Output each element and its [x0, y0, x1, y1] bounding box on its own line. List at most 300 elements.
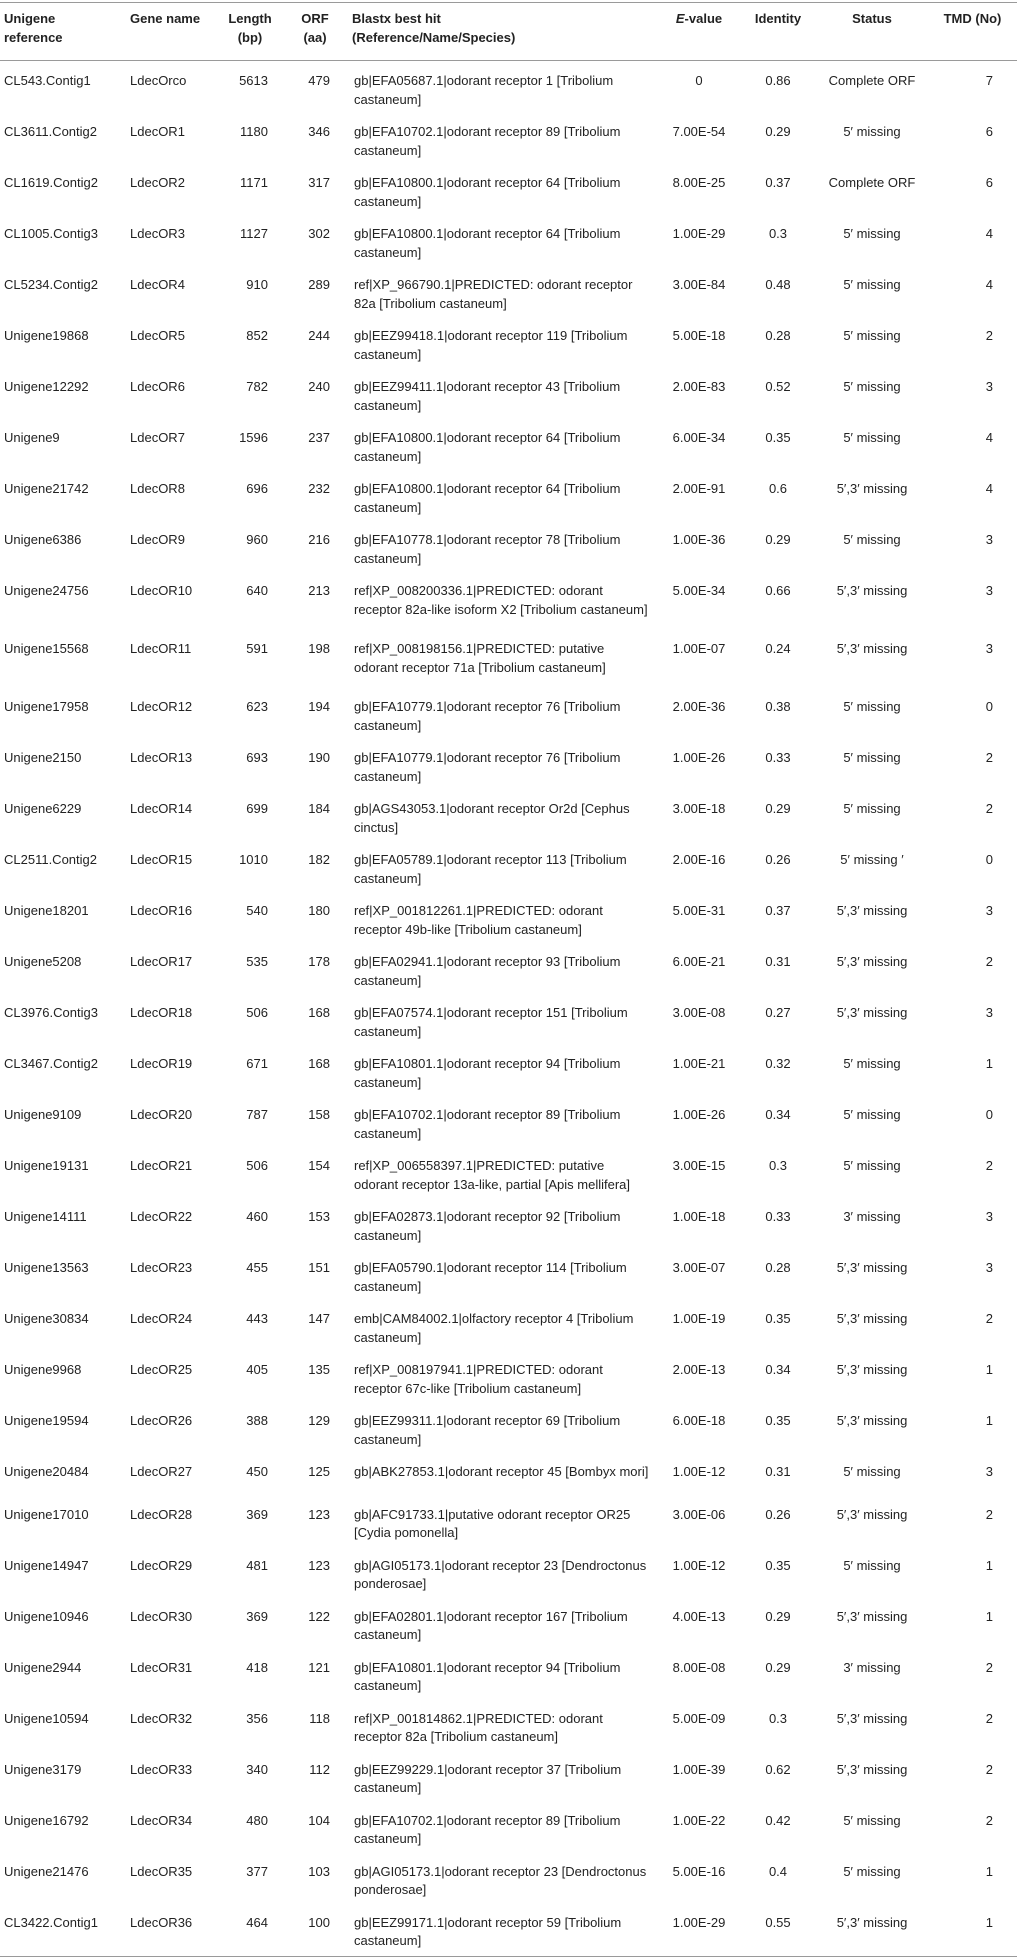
cell-length: 1010: [239, 852, 268, 867]
header-hit-line2: (Reference/Name/Species): [352, 29, 516, 45]
cell-length: 623: [246, 699, 268, 714]
cell-status: 3′ missing: [843, 1659, 901, 1675]
cell-status: 5′ missing: [843, 1863, 901, 1879]
cell-evalue: 2.00E-36: [672, 699, 726, 714]
cell-status: 5′ missing: [843, 1107, 901, 1122]
cell-gene-name: LdecOR20: [130, 1107, 193, 1122]
cell-status: 5′ missing: [843, 699, 901, 714]
cell-blastx-hit: gb|ABK27853.1|odorant receptor 45 [Bombyx mori]: [354, 1464, 649, 1479]
cell-status: Complete ORF: [828, 73, 916, 88]
header-status-text: Status: [852, 11, 892, 26]
cell-identity: 0.28: [765, 328, 791, 343]
cell-blastx-hit: gb|EFA05687.1|odorant receptor 1 [Tribolium castaneum]: [354, 73, 614, 107]
table-row: [0, 1454, 1017, 1497]
cell-unigene-reference: Unigene19594: [4, 1413, 89, 1428]
cell-length: 506: [246, 1005, 268, 1020]
header-length: [218, 3, 282, 61]
table-row: [0, 1199, 1017, 1250]
cell-blastx-hit: gb|EFA10702.1|odorant receptor 89 [Tribolium castaneum]: [354, 124, 621, 158]
cell-tmd: 3: [985, 1005, 993, 1020]
cell-tmd: 0: [985, 852, 993, 867]
cell-identity: 0.48: [765, 277, 791, 292]
cell-orf: 190: [308, 750, 330, 765]
cell-unigene-reference: Unigene15568: [4, 641, 89, 656]
cell-gene-name: LdecOR22: [130, 1209, 193, 1224]
cell-length: 450: [246, 1464, 268, 1479]
cell-evalue: 7.00E-54: [672, 124, 726, 139]
cell-evalue: 3.00E-15: [672, 1158, 726, 1173]
cell-length: 5613: [239, 73, 268, 88]
table-row: [0, 61, 1017, 115]
cell-evalue: 1.00E-18: [672, 1209, 726, 1224]
cell-orf: 244: [308, 328, 330, 343]
cell-status: 5′ missing: [843, 277, 901, 292]
cell-unigene-reference: Unigene9968: [4, 1362, 82, 1377]
table-row: [0, 689, 1017, 740]
cell-gene-name: LdecOR13: [130, 750, 193, 765]
cell-orf: 123: [308, 1506, 330, 1522]
cell-length: 591: [246, 641, 268, 656]
table-row: [0, 1301, 1017, 1352]
header-evalue-italic: E: [675, 11, 685, 26]
cell-identity: 0.27: [765, 1005, 791, 1020]
cell-identity: 0.33: [765, 750, 791, 765]
cell-unigene-reference: CL543.Contig1: [4, 73, 91, 88]
cell-blastx-hit: gb|EFA10779.1|odorant receptor 76 [Tribolium castaneum]: [354, 750, 621, 784]
cell-gene-name: LdecOR4: [130, 277, 185, 292]
cell-orf: 302: [308, 226, 330, 241]
cell-length: 369: [246, 1506, 268, 1522]
cell-unigene-reference: Unigene21476: [4, 1863, 89, 1879]
cell-length: 640: [246, 583, 268, 598]
table-row: [0, 420, 1017, 471]
header-evalue: [658, 3, 740, 61]
cell-tmd: 2: [985, 328, 993, 343]
cell-blastx-hit: gb|EFA10800.1|odorant receptor 64 [Tribolium castaneum]: [354, 226, 621, 260]
cell-gene-name: LdecOR18: [130, 1005, 193, 1020]
cell-orf: 213: [308, 583, 330, 598]
cell-tmd: 1: [985, 1362, 993, 1377]
cell-unigene-reference: CL3611.Contig2: [4, 124, 97, 139]
cell-evalue: 0: [695, 73, 703, 88]
cell-evalue: 5.00E-34: [672, 583, 726, 598]
cell-orf: 237: [308, 430, 330, 445]
cell-unigene-reference: Unigene2150: [4, 750, 82, 765]
table-row: [0, 1497, 1017, 1548]
cell-orf: 289: [308, 277, 330, 292]
cell-blastx-hit: gb|EFA10800.1|odorant receptor 64 [Tribolium castaneum]: [354, 481, 621, 515]
cell-gene-name: LdecOR10: [130, 583, 193, 598]
cell-evalue: 1.00E-12: [672, 1557, 726, 1573]
table-row: [0, 1752, 1017, 1803]
cell-blastx-hit: gb|EFA02801.1|odorant receptor 167 [Tribolium castaneum]: [354, 1608, 628, 1642]
cell-gene-name: LdecOR11: [130, 641, 192, 656]
cell-tmd: 3: [985, 1464, 993, 1479]
cell-gene-name: LdecOR17: [130, 954, 193, 969]
table-row: [0, 740, 1017, 791]
cell-gene-name: LdecOR27: [130, 1464, 193, 1479]
cell-blastx-hit: gb|EFA10702.1|odorant receptor 89 [Tribolium castaneum]: [354, 1812, 621, 1846]
cell-gene-name: LdecOR8: [130, 481, 185, 496]
cell-evalue: 8.00E-25: [672, 175, 726, 190]
cell-length: 481: [246, 1557, 268, 1573]
cell-gene-name: LdecOR19: [130, 1056, 193, 1071]
cell-unigene-reference: Unigene19868: [4, 328, 89, 343]
cell-length: 910: [246, 277, 268, 292]
cell-evalue: 1.00E-36: [672, 532, 726, 547]
cell-gene-name: LdecOR7: [130, 430, 185, 445]
cell-status: 5′ missing: [843, 124, 901, 139]
cell-gene-name: LdecOR35: [130, 1863, 193, 1879]
cell-unigene-reference: Unigene10946: [4, 1608, 89, 1624]
cell-blastx-hit: gb|EEZ99311.1|odorant receptor 69 [Tribolium castaneum]: [354, 1413, 621, 1447]
cell-evalue: 2.00E-91: [672, 481, 726, 496]
header-tmd: [928, 3, 1017, 61]
cell-blastx-hit: ref|XP_001814862.1|PREDICTED: odorant receptor 82a [Tribolium castaneum]: [354, 1710, 603, 1744]
cell-gene-name: LdecOR14: [130, 801, 193, 816]
table-row: [0, 1046, 1017, 1097]
cell-unigene-reference: Unigene20484: [4, 1464, 89, 1479]
cell-length: 693: [246, 750, 268, 765]
table-row: [0, 1403, 1017, 1454]
header-unigene-reference: [0, 3, 126, 61]
cell-blastx-hit: ref|XP_008200336.1|PREDICTED: odorant receptor 82a-like isoform X2 [Tribolium castaneum]: [354, 583, 648, 617]
cell-blastx-hit: ref|XP_008197941.1|PREDICTED: odorant receptor 67c-like [Tribolium castaneum]: [354, 1362, 603, 1396]
cell-status: 5′ missing: [843, 532, 901, 547]
cell-identity: 0.42: [765, 1812, 791, 1828]
table-row: [0, 1250, 1017, 1301]
cell-evalue: 8.00E-08: [672, 1659, 726, 1675]
cell-length: 464: [246, 1914, 268, 1930]
cell-length: 1180: [240, 124, 268, 139]
table-row: [0, 842, 1017, 893]
cell-status: 5′ missing: [843, 226, 901, 241]
cell-identity: 0.29: [765, 1659, 791, 1675]
cell-tmd: 1: [985, 1557, 993, 1573]
cell-orf: 154: [308, 1158, 330, 1173]
table-header: [0, 3, 1017, 61]
cell-status: 5′ missing ′: [840, 852, 904, 867]
cell-evalue: 2.00E-83: [672, 379, 726, 394]
cell-identity: 0.31: [765, 954, 791, 969]
header-blastx-best-hit: [348, 3, 658, 61]
cell-identity: 0.6: [768, 481, 788, 496]
cell-unigene-reference: CL5234.Contig2: [4, 277, 98, 292]
cell-orf: 151: [308, 1260, 330, 1275]
cell-status: 5′,3′ missing: [836, 1710, 908, 1726]
cell-length: 480: [246, 1812, 268, 1828]
cell-length: 1127: [240, 226, 268, 241]
cell-unigene-reference: Unigene6386: [4, 532, 82, 547]
cell-evalue: 1.00E-26: [672, 750, 726, 765]
cell-length: 960: [246, 532, 268, 547]
header-hit-line1: Blastx best hit: [352, 11, 441, 26]
cell-evalue: 1.00E-07: [672, 641, 726, 656]
cell-blastx-hit: gb|EEZ99418.1|odorant receptor 119 [Tribolium castaneum]: [354, 328, 628, 362]
cell-tmd: 2: [985, 750, 993, 765]
table-row: [0, 791, 1017, 842]
cell-gene-name: LdecOR25: [130, 1362, 193, 1377]
cell-orf: 123: [308, 1557, 330, 1573]
cell-identity: 0.24: [765, 641, 791, 656]
table-row: [0, 369, 1017, 420]
cell-tmd: 4: [985, 277, 993, 292]
cell-unigene-reference: Unigene10594: [4, 1710, 89, 1726]
cell-unigene-reference: Unigene21742: [4, 481, 89, 496]
cell-blastx-hit: gb|AGI05173.1|odorant receptor 23 [Dendroctonus ponderosae]: [354, 1557, 647, 1591]
cell-evalue: 1.00E-29: [672, 1914, 726, 1930]
cell-orf: 100: [308, 1914, 330, 1930]
cell-evalue: 6.00E-21: [672, 954, 726, 969]
cell-identity: 0.38: [765, 699, 791, 714]
cell-status: 5′,3′ missing: [836, 1260, 908, 1275]
cell-status: 5′,3′ missing: [836, 481, 908, 496]
cell-unigene-reference: Unigene12292: [4, 379, 89, 394]
cell-identity: 0.32: [765, 1056, 791, 1071]
table-row: [0, 1097, 1017, 1148]
cell-tmd: 1: [985, 1056, 993, 1071]
cell-evalue: 6.00E-18: [672, 1413, 726, 1428]
cell-tmd: 3: [985, 379, 993, 394]
cell-length: 696: [246, 481, 268, 496]
cell-unigene-reference: Unigene3179: [4, 1761, 82, 1777]
cell-status: 5′,3′ missing: [836, 954, 908, 969]
cell-orf: 184: [308, 801, 330, 816]
cell-length: 671: [246, 1056, 268, 1071]
cell-identity: 0.29: [765, 532, 791, 547]
cell-evalue: 1.00E-21: [672, 1056, 726, 1071]
cell-length: 1171: [240, 175, 268, 190]
cell-tmd: 3: [985, 1209, 993, 1224]
cell-gene-name: LdecOR29: [130, 1557, 193, 1573]
cell-identity: 0.29: [765, 124, 791, 139]
table-row: [0, 573, 1017, 631]
cell-orf: 153: [308, 1209, 330, 1224]
cell-evalue: 1.00E-19: [672, 1311, 726, 1326]
cell-status: 5′ missing: [843, 379, 901, 394]
table-row: [0, 631, 1017, 689]
cell-evalue: 3.00E-84: [672, 277, 726, 292]
cell-identity: 0.31: [765, 1464, 791, 1479]
cell-identity: 0.26: [765, 1506, 791, 1522]
cell-orf: 232: [308, 481, 330, 496]
or-genes-table: [0, 2, 1017, 1957]
cell-status: 5′ missing: [843, 750, 901, 765]
cell-blastx-hit: gb|AFC91733.1|putative odorant receptor OR25 [Cydia pomonella]: [354, 1506, 631, 1540]
cell-unigene-reference: CL3976.Contig3: [4, 1005, 98, 1020]
cell-blastx-hit: gb|EFA02941.1|odorant receptor 93 [Tribolium castaneum]: [354, 954, 621, 988]
cell-evalue: 1.00E-39: [672, 1761, 726, 1777]
cell-orf: 121: [308, 1659, 330, 1675]
cell-gene-name: LdecOR2: [130, 175, 185, 190]
cell-length: 852: [246, 328, 268, 343]
cell-blastx-hit: gb|EEZ99411.1|odorant receptor 43 [Tribolium castaneum]: [354, 379, 621, 413]
header-orf: [282, 3, 348, 61]
header-identity-text: Identity: [754, 11, 802, 26]
cell-blastx-hit: ref|XP_008198156.1|PREDICTED: putative odorant receptor 71a [Tribolium castaneum]: [354, 641, 606, 675]
cell-orf: 194: [308, 699, 330, 714]
cell-gene-name: LdecOR34: [130, 1812, 193, 1828]
cell-unigene-reference: Unigene6229: [4, 801, 82, 816]
table-row: [0, 1599, 1017, 1650]
cell-tmd: 2: [985, 1710, 993, 1726]
cell-status: 5′,3′ missing: [836, 1608, 908, 1624]
cell-status: 5′ missing: [843, 1464, 901, 1479]
cell-identity: 0.35: [765, 1557, 791, 1573]
table-row: [0, 1905, 1017, 1957]
cell-orf: 216: [308, 532, 330, 547]
cell-blastx-hit: gb|AGI05173.1|odorant receptor 23 [Dendroctonus ponderosae]: [354, 1863, 647, 1897]
cell-unigene-reference: CL3422.Contig1: [4, 1914, 98, 1930]
table-row: [0, 1701, 1017, 1752]
table-row: [0, 216, 1017, 267]
cell-evalue: 1.00E-26: [672, 1107, 726, 1122]
cell-unigene-reference: Unigene19131: [4, 1158, 89, 1173]
cell-tmd: 4: [985, 226, 993, 241]
cell-evalue: 5.00E-31: [672, 903, 726, 918]
cell-identity: 0.28: [765, 1260, 791, 1275]
cell-unigene-reference: CL3467.Contig2: [4, 1056, 98, 1071]
header-row: [0, 3, 1017, 61]
cell-status: 5′ missing: [843, 328, 901, 343]
cell-tmd: 3: [985, 903, 993, 918]
cell-orf: 317: [308, 175, 330, 190]
cell-tmd: 3: [985, 641, 993, 656]
cell-tmd: 0: [985, 699, 993, 714]
cell-length: 540: [246, 903, 268, 918]
cell-tmd: 2: [985, 1158, 993, 1173]
cell-identity: 0.26: [765, 852, 791, 867]
cell-tmd: 2: [985, 1311, 993, 1326]
cell-orf: 168: [308, 1005, 330, 1020]
table-row: [0, 1548, 1017, 1599]
header-gene-name: [126, 3, 218, 61]
cell-length: 699: [246, 801, 268, 816]
cell-status: 5′,3′ missing: [836, 1362, 908, 1377]
cell-orf: 112: [309, 1761, 330, 1777]
header-unigene-line1: Unigene: [4, 11, 56, 26]
cell-identity: 0.35: [765, 430, 791, 445]
cell-blastx-hit: gb|AGS43053.1|odorant receptor Or2d [Cephus cinctus]: [354, 801, 630, 835]
table-row: [0, 1854, 1017, 1905]
cell-unigene-reference: Unigene5208: [4, 954, 82, 969]
cell-identity: 0.29: [765, 801, 791, 816]
cell-status: 5′ missing: [843, 430, 901, 445]
cell-evalue: 5.00E-18: [672, 328, 726, 343]
cell-length: 418: [246, 1659, 268, 1675]
header-orf-line1: ORF: [301, 11, 329, 26]
table-row: [0, 267, 1017, 318]
cell-unigene-reference: CL1005.Contig3: [4, 226, 98, 241]
cell-length: 388: [246, 1413, 268, 1428]
cell-unigene-reference: Unigene18201: [4, 903, 89, 918]
cell-status: 5′,3′ missing: [836, 1914, 908, 1930]
cell-blastx-hit: emb|CAM84002.1|olfactory receptor 4 [Tribolium castaneum]: [354, 1311, 634, 1345]
cell-unigene-reference: Unigene17958: [4, 699, 89, 714]
header-gene-line1: Gene name: [130, 11, 201, 26]
cell-blastx-hit: ref|XP_006558397.1|PREDICTED: putative odorant receptor 13a-like, partial [Apis mellifera]: [354, 1158, 631, 1192]
cell-identity: 0.86: [765, 73, 791, 88]
cell-gene-name: LdecOR5: [130, 328, 185, 343]
cell-identity: 0.34: [765, 1362, 791, 1377]
cell-unigene-reference: Unigene17010: [4, 1506, 89, 1522]
table-body: [0, 61, 1017, 1957]
cell-gene-name: LdecOR12: [130, 699, 193, 714]
cell-gene-name: LdecOR6: [130, 379, 185, 394]
cell-tmd: 2: [985, 954, 993, 969]
cell-orf: 122: [308, 1608, 330, 1624]
cell-orf: 178: [308, 954, 330, 969]
cell-evalue: 3.00E-08: [672, 1005, 726, 1020]
cell-gene-name: LdecOR33: [130, 1761, 193, 1777]
table-row: [0, 471, 1017, 522]
header-length-line2: (bp): [237, 29, 263, 45]
cell-identity: 0.3: [768, 1158, 788, 1173]
cell-length: 405: [246, 1362, 268, 1377]
cell-tmd: 6: [985, 175, 993, 190]
cell-identity: 0.37: [765, 175, 791, 190]
cell-orf: 129: [308, 1413, 330, 1428]
cell-identity: 0.55: [765, 1914, 791, 1930]
cell-tmd: 4: [985, 481, 993, 496]
cell-gene-name: LdecOR16: [130, 903, 193, 918]
cell-gene-name: LdecOR32: [130, 1710, 193, 1726]
cell-status: 5′ missing: [843, 801, 901, 816]
cell-length: 782: [246, 379, 268, 394]
cell-orf: 240: [308, 379, 330, 394]
cell-gene-name: LdecOR15: [130, 852, 193, 867]
cell-unigene-reference: Unigene14111: [4, 1209, 87, 1224]
cell-identity: 0.3: [768, 226, 788, 241]
cell-evalue: 1.00E-29: [672, 226, 726, 241]
cell-length: 787: [246, 1107, 268, 1122]
cell-tmd: 2: [985, 1659, 993, 1675]
cell-length: 460: [246, 1209, 268, 1224]
cell-unigene-reference: Unigene9: [4, 430, 60, 445]
cell-identity: 0.3: [768, 1710, 788, 1726]
cell-orf: 147: [308, 1311, 330, 1326]
or-genes-table-container: [0, 2, 1017, 1957]
cell-length: 506: [246, 1158, 268, 1173]
cell-length: 455: [246, 1260, 268, 1275]
cell-identity: 0.35: [765, 1413, 791, 1428]
cell-tmd: 2: [985, 1761, 993, 1777]
cell-length: 377: [246, 1863, 268, 1879]
cell-tmd: 2: [985, 1812, 993, 1828]
cell-tmd: 1: [985, 1608, 993, 1624]
cell-orf: 135: [308, 1362, 330, 1377]
cell-orf: 118: [309, 1710, 330, 1726]
table-row: [0, 165, 1017, 216]
cell-gene-name: LdecOR36: [130, 1914, 193, 1930]
cell-tmd: 2: [985, 1506, 993, 1522]
cell-blastx-hit: ref|XP_001812261.1|PREDICTED: odorant receptor 49b-like [Tribolium castaneum]: [354, 903, 603, 937]
cell-blastx-hit: gb|EFA10702.1|odorant receptor 89 [Tribolium castaneum]: [354, 1107, 621, 1141]
cell-gene-name: LdecOR31: [130, 1659, 193, 1675]
header-length-line1: Length: [228, 11, 272, 26]
cell-length: 1596: [239, 430, 268, 445]
cell-evalue: 4.00E-13: [672, 1608, 726, 1624]
header-status: [816, 3, 928, 61]
cell-gene-name: LdecOR23: [130, 1260, 193, 1275]
cell-gene-name: LdecOR28: [130, 1506, 193, 1522]
cell-status: 5′ missing: [843, 1557, 901, 1573]
cell-blastx-hit: gb|EEZ99229.1|odorant receptor 37 [Tribolium castaneum]: [354, 1761, 622, 1795]
cell-orf: 479: [308, 73, 330, 88]
cell-gene-name: LdecOR26: [130, 1413, 193, 1428]
header-evalue-rest: -value: [684, 11, 723, 26]
table-row: [0, 944, 1017, 995]
